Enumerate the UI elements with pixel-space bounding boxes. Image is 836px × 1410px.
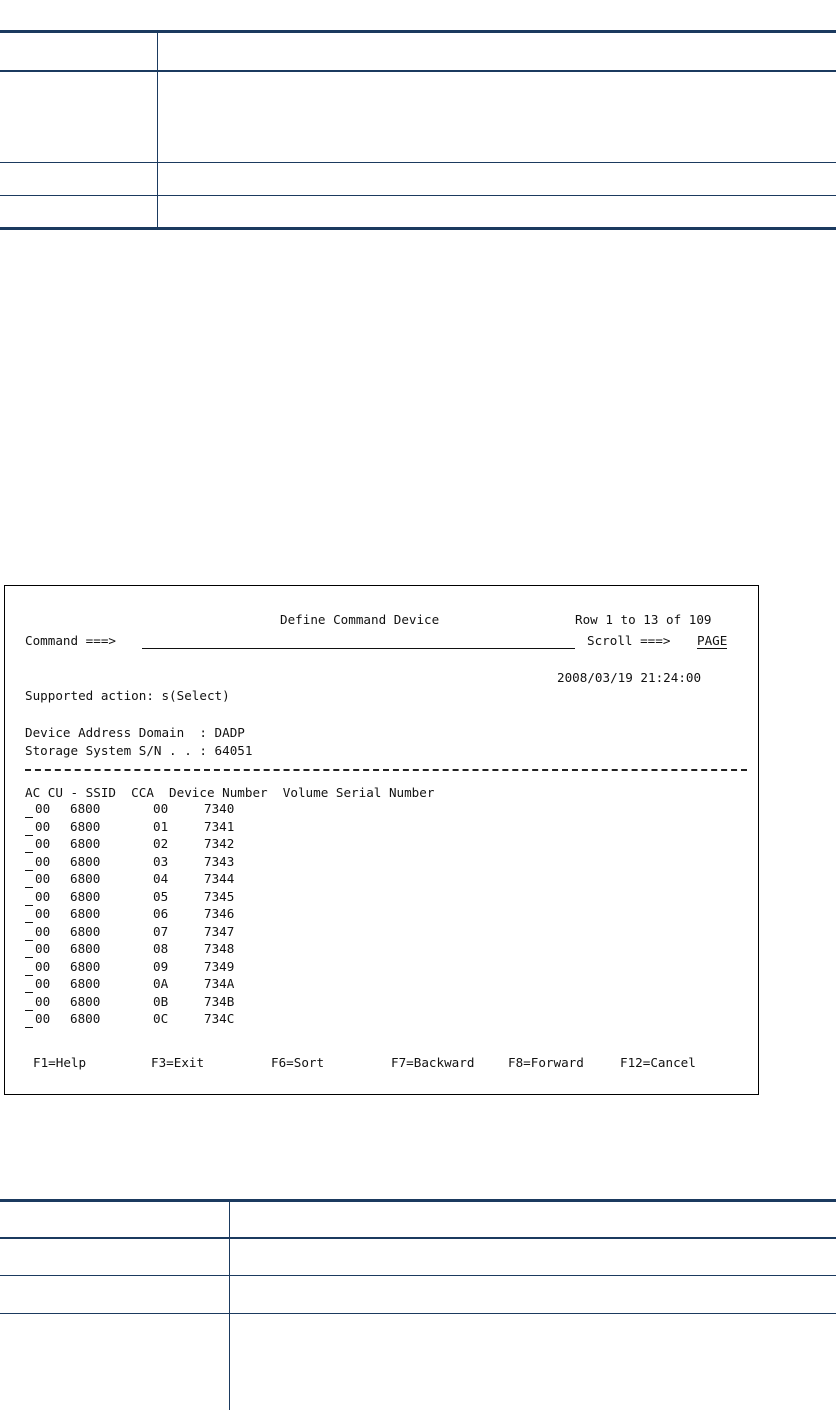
- function-key-6[interactable]: F12=Cancel: [620, 1055, 696, 1070]
- device-number-cell: 7346: [204, 906, 235, 921]
- device-number-cell: 7344: [204, 871, 235, 886]
- cu-cell: 00: [35, 923, 51, 939]
- device-number-cell: 734C: [204, 1011, 235, 1026]
- cca-cell: 09: [153, 958, 169, 974]
- device-number-cell: 7343: [204, 853, 235, 869]
- cca-cell: 03: [153, 853, 169, 869]
- bottom-table: [0, 1199, 836, 1410]
- action-code-input[interactable]: [25, 896, 33, 906]
- function-key-5[interactable]: F8=Forward: [508, 1055, 584, 1070]
- action-code-input[interactable]: [25, 966, 33, 976]
- scroll-value[interactable]: PAGE: [697, 633, 728, 648]
- ssid-cell: 6800: [70, 818, 101, 834]
- device-number-cell: 7341: [204, 818, 235, 834]
- cca-cell: 08: [153, 941, 169, 956]
- action-code-input[interactable]: [25, 913, 33, 923]
- device-number-cell: 7340: [204, 801, 235, 816]
- action-code-input[interactable]: [25, 931, 33, 941]
- action-code-input[interactable]: [25, 1001, 33, 1011]
- action-code-input[interactable]: [25, 948, 33, 958]
- supported-action: Supported action: s(Select): [25, 688, 230, 703]
- action-code-input[interactable]: [25, 983, 33, 993]
- action-code-input[interactable]: [25, 861, 33, 871]
- ssid-cell: 6800: [70, 871, 101, 886]
- device-number-cell: 734A: [204, 976, 235, 991]
- define-command-device-screen: [4, 585, 759, 1095]
- action-code-input[interactable]: [25, 808, 33, 818]
- cca-cell: 02: [153, 836, 169, 851]
- screen-title: Define Command Device: [280, 612, 440, 627]
- device-number-cell: 7347: [204, 923, 235, 939]
- command-label: Command ===>: [25, 633, 116, 648]
- top-table: [0, 30, 836, 230]
- cu-cell: 00: [35, 1011, 51, 1026]
- ssid-cell: 6800: [70, 941, 101, 956]
- ssid-cell: 6800: [70, 976, 101, 991]
- function-key-3[interactable]: F6=Sort: [271, 1055, 325, 1070]
- ssid-cell: 6800: [70, 888, 101, 904]
- ssid-cell: 6800: [70, 853, 101, 869]
- function-key-2[interactable]: F3=Exit: [151, 1055, 205, 1070]
- command-input[interactable]: [142, 648, 575, 649]
- separator-line: [25, 769, 747, 771]
- storage-system-sn: Storage System S/N . . : 64051: [25, 743, 253, 758]
- cca-cell: 00: [153, 801, 169, 816]
- cu-cell: 00: [35, 853, 51, 869]
- action-code-input[interactable]: [25, 1018, 33, 1028]
- action-code-input[interactable]: [25, 878, 33, 888]
- cu-cell: 00: [35, 976, 51, 991]
- scroll-label: Scroll ===>: [587, 633, 671, 648]
- list-header: AC CU - SSID CCA Device Number Volume Serial Number: [25, 785, 435, 800]
- ssid-cell: 6800: [70, 958, 101, 974]
- row-info: Row 1 to 13 of 109: [575, 612, 712, 627]
- ssid-cell: 6800: [70, 1011, 101, 1026]
- cca-cell: 04: [153, 871, 169, 886]
- cu-cell: 00: [35, 906, 51, 921]
- cu-cell: 00: [35, 836, 51, 851]
- device-number-cell: 7348: [204, 941, 235, 956]
- device-address-domain: Device Address Domain : DADP: [25, 725, 245, 740]
- device-number-cell: 7345: [204, 888, 235, 904]
- cca-cell: 07: [153, 923, 169, 939]
- ssid-cell: 6800: [70, 836, 101, 851]
- cu-cell: 00: [35, 993, 51, 1009]
- ssid-cell: 6800: [70, 906, 101, 921]
- cu-cell: 00: [35, 871, 51, 886]
- cu-cell: 00: [35, 801, 51, 816]
- device-number-cell: 7349: [204, 958, 235, 974]
- ssid-cell: 6800: [70, 993, 101, 1009]
- function-key-4[interactable]: F7=Backward: [391, 1055, 475, 1070]
- cca-cell: 0C: [153, 1011, 169, 1026]
- cca-cell: 0B: [153, 993, 169, 1009]
- cca-cell: 01: [153, 818, 169, 834]
- cca-cell: 06: [153, 906, 169, 921]
- cu-cell: 00: [35, 958, 51, 974]
- ssid-cell: 6800: [70, 801, 101, 816]
- cca-cell: 05: [153, 888, 169, 904]
- device-number-cell: 734B: [204, 993, 235, 1009]
- cu-cell: 00: [35, 818, 51, 834]
- action-code-input[interactable]: [25, 843, 33, 853]
- cu-cell: 00: [35, 941, 51, 956]
- function-key-1[interactable]: F1=Help: [33, 1055, 87, 1070]
- cu-cell: 00: [35, 888, 51, 904]
- ssid-cell: 6800: [70, 923, 101, 939]
- datetime: 2008/03/19 21:24:00: [557, 670, 702, 685]
- cca-cell: 0A: [153, 976, 169, 991]
- device-number-cell: 7342: [204, 836, 235, 851]
- action-code-input[interactable]: [25, 826, 33, 836]
